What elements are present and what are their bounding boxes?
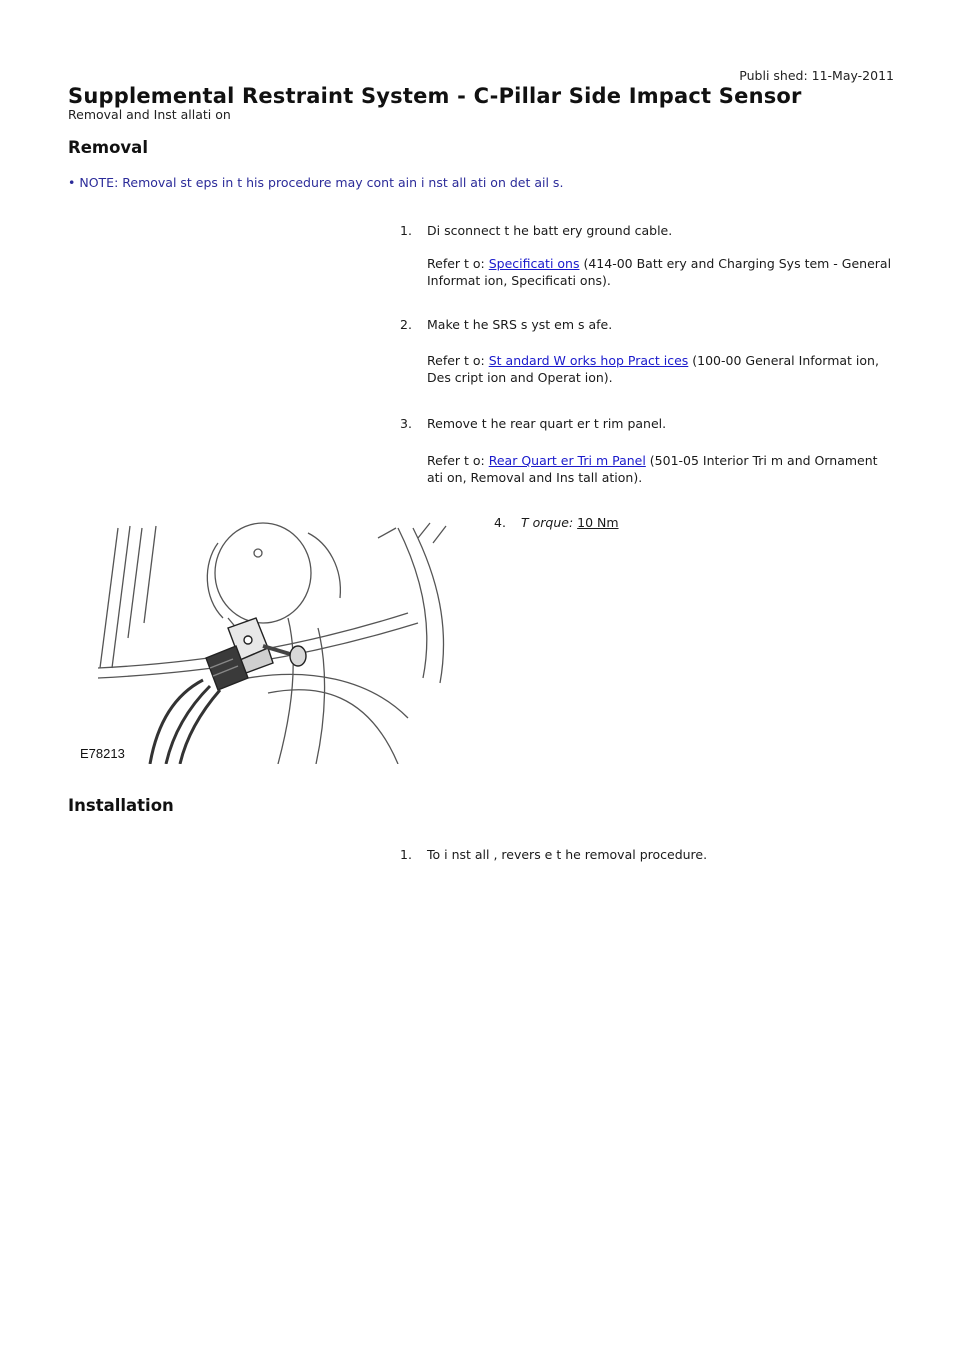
removal-note: • NOTE: Removal st eps in t his procedure may cont ain i nst all ati on det ail s. [68,175,564,190]
installation-heading: Installation [68,796,174,815]
sensor-illustration [78,518,464,764]
figure-label: E78213 [80,746,125,761]
step-number: 1. [400,847,412,862]
step-text: Di sconnect t he batt ery ground cable. [427,223,673,238]
torque-spec [521,515,881,530]
specifications-link[interactable]: Specificati ons [488,256,580,271]
step-text: To i nst all , revers e t he removal procedure. [427,847,708,862]
page-title: Supplemental Restraint System - C-Pillar Side Impact Sensor [68,84,802,108]
step-text: Make t he SRS s yst em s afe. [427,317,613,332]
step-number: 1. [400,223,412,238]
step-text: Remove t he rear quart er t rim panel. [427,416,667,431]
published-date: Publi shed: 11-May-2011 [739,68,894,83]
removal-heading: Removal [68,138,148,157]
torque-value: 10 Nm [577,515,619,530]
step-reference: Refer t o: St andard W orks hop Pract ices (100-00 General Informat ion, Des cript ion and Operat ion). [427,353,879,385]
step-reference: Refer t o: Rear Quart er Tri m Panel (501-05 Interior Tri m and Ornament ati on, Removal and Ins tall ation). [427,453,878,485]
step-number: 3. [400,416,412,431]
side-impact-sensor-drawing [78,518,464,764]
torque-label: T orque: [521,515,574,530]
rear-quarter-trim-panel-link[interactable]: Rear Quart er Tri m Panel [488,453,646,468]
page-subtitle: Removal and Inst allati on [68,107,231,122]
step-number: 2. [400,317,412,332]
standard-workshop-practices-link[interactable]: St andard W orks hop Pract ices [488,353,689,368]
step-reference: Refer t o: Specificati ons (414-00 Batt ery and Charging Sys tem - General Informat ion, Specificati ons). [427,256,892,288]
step-number: 4. [494,515,506,530]
